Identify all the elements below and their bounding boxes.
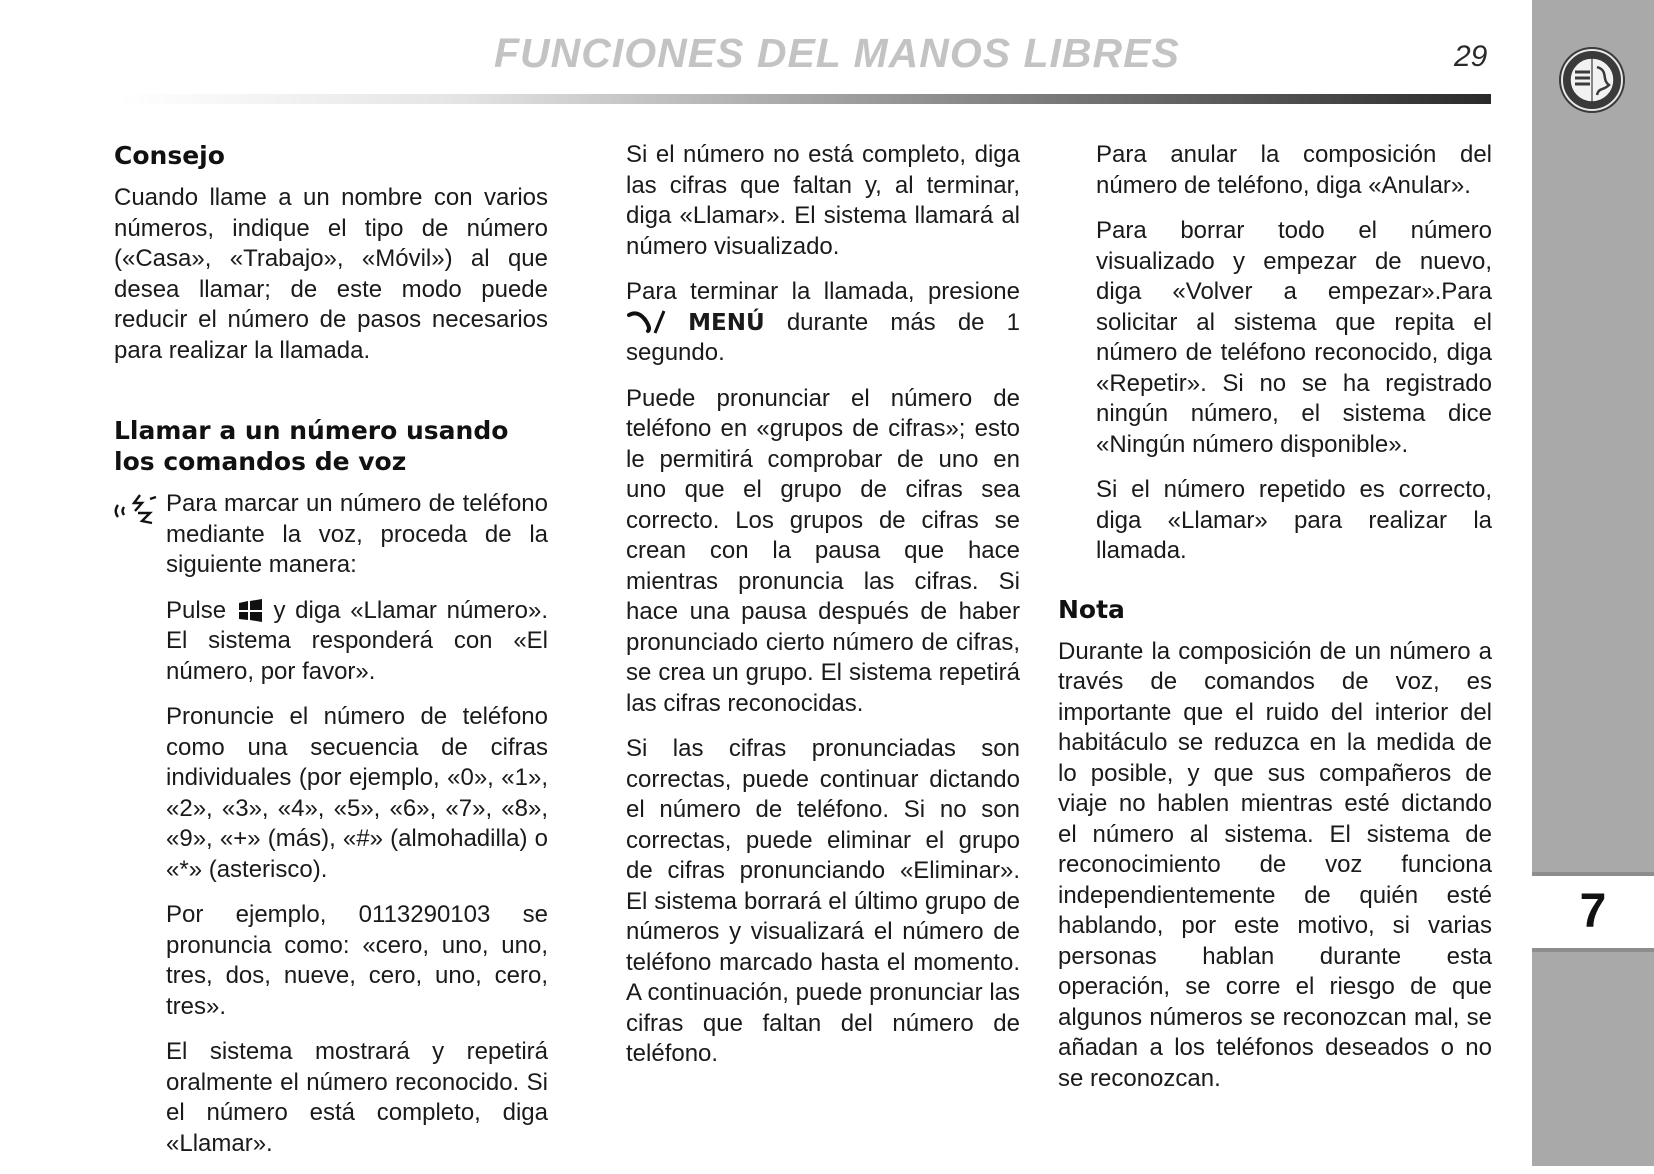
voice-intro-paragraph xyxy=(114,489,548,581)
chapter-tab[interactable]: 7 xyxy=(1532,872,1654,952)
nota-paragraph: Durante la composición de un número a través de comandos de voz, es importante que el ruido del interior del habitáculo se reduzca en la medida de lo posible, y que sus compañeros de viaje no hablen mientras esté dictando el número al sistema. El sistema de reconocimiento de voz funciona independientemente de quién esté hablando, por este motivo, si varias personas hablan durante esta operación, se corre el riesgo de que algunos números se reconozcan mal, se añadan a los teléfonos deseados o no se reconozcan. xyxy=(1058,637,1492,1092)
sistema-mostrara-paragraph: El sistema mostrará y repetirá oralmente el número reconocido. Si el número está completo, diga «Llamar». xyxy=(166,1038,548,1157)
no-completo-paragraph: Si el número no está completo, diga las cifras que faltan y, al terminar, diga «Llamar». El sistema llamará al número visualizado. xyxy=(626,141,1020,260)
heading-llamar-voz: Llamar a un número usando los comandos de voz xyxy=(114,416,509,476)
anular-paragraph: Para anular la composición del número de teléfono, diga «Anular». xyxy=(1096,141,1492,199)
correctas-paragraph: Si las cifras pronunciadas son correctas, puede continuar dictando el número de teléfono. Si no son correctas, puede eliminar el grupo de cifras pronunciando «Eliminar». El sistema borrará el último grupo de números y visualizará el número de teléfono marcado hasta el momento. A continuación, puede pronunciar las cifras que faltan del número de teléfono. xyxy=(626,735,1020,1067)
voice-command-icon xyxy=(114,491,158,529)
heading-consejo: Consejo xyxy=(114,141,225,170)
terminar-paragraph xyxy=(626,277,1020,369)
grupos-paragraph: Puede pronunciar el número de teléfono en «grupos de cifras»; esto le permitirá comprobar de uno en uno que el grupo de cifras sea correcto. Los grupos de cifras se crean con la pausa que hace mientras pronuncia las cifras. Si hace una pausa después de haber pronunciado cierto número de cifras, se crea un grupo. El sistema repetirá las cifras reconocidas. xyxy=(626,384,1020,717)
heading-nota: Nota xyxy=(1058,594,1125,624)
column-1 xyxy=(114,140,548,1174)
page-header-title: FUNCIONES DEL MANOS LIBRES xyxy=(494,30,1180,76)
chapter-sidebar xyxy=(1532,0,1654,1166)
brand-logo xyxy=(1557,45,1627,115)
page-number: 29 xyxy=(1454,40,1488,73)
menu-label: MENÚ xyxy=(688,309,765,336)
consejo-paragraph: Cuando llame a un nombre con varios números, indique el tipo de número («Casa», «Trabajo», «Móvil») al que desea llamar; de este modo puede reducir el número de pasos necesarios para realizar la llamada. xyxy=(114,184,548,364)
pulse-paragraph xyxy=(114,596,548,688)
repetido-paragraph: Si el número repetido es correcto, diga «Llamar» para realizar la llamada. xyxy=(1096,476,1492,564)
phone-end-menu-icon xyxy=(626,309,666,335)
column-2 xyxy=(626,140,1020,1085)
voice-intro-text: Para marcar un número de teléfono mediante la voz, proceda de la siguiente manera: xyxy=(166,490,548,578)
pronuncie-paragraph: Pronuncie el número de teléfono como una secuencia de cifras individuales (por ejemplo, «0», «1», «2», «3», «4», «5», «6», «7», «8», «9», «+» (más), «#» (almohadilla) o «*» (asterisco). xyxy=(166,703,548,883)
ejemplo-paragraph: Por ejemplo, 0113290103 se pronuncia como: «cero, uno, uno, tres, dos, nueve, cero, uno, cero, tres». xyxy=(166,901,548,1020)
pulse-text-after: y diga «Llamar número». El sistema responderá con «El número, por favor». xyxy=(166,596,549,685)
terminar-text-after: durante más de 1 segundo. xyxy=(626,308,1020,366)
header-rule xyxy=(118,94,1491,104)
pulse-text-before: Pulse xyxy=(166,596,227,624)
column-3 xyxy=(1058,140,1492,1109)
borrar-paragraph: Para borrar todo el número visualizado y empezar de nuevo, diga «Volver a empezar».Para solicitar al sistema que repita el número de teléfono reconocido, diga «Repetir». Si no se ha registrado ningún número, el sistema dice «Ningún número disponible». xyxy=(1096,217,1492,458)
voice-button-icon xyxy=(236,599,264,623)
terminar-text-before: Para terminar la llamada, presione xyxy=(626,278,1020,305)
